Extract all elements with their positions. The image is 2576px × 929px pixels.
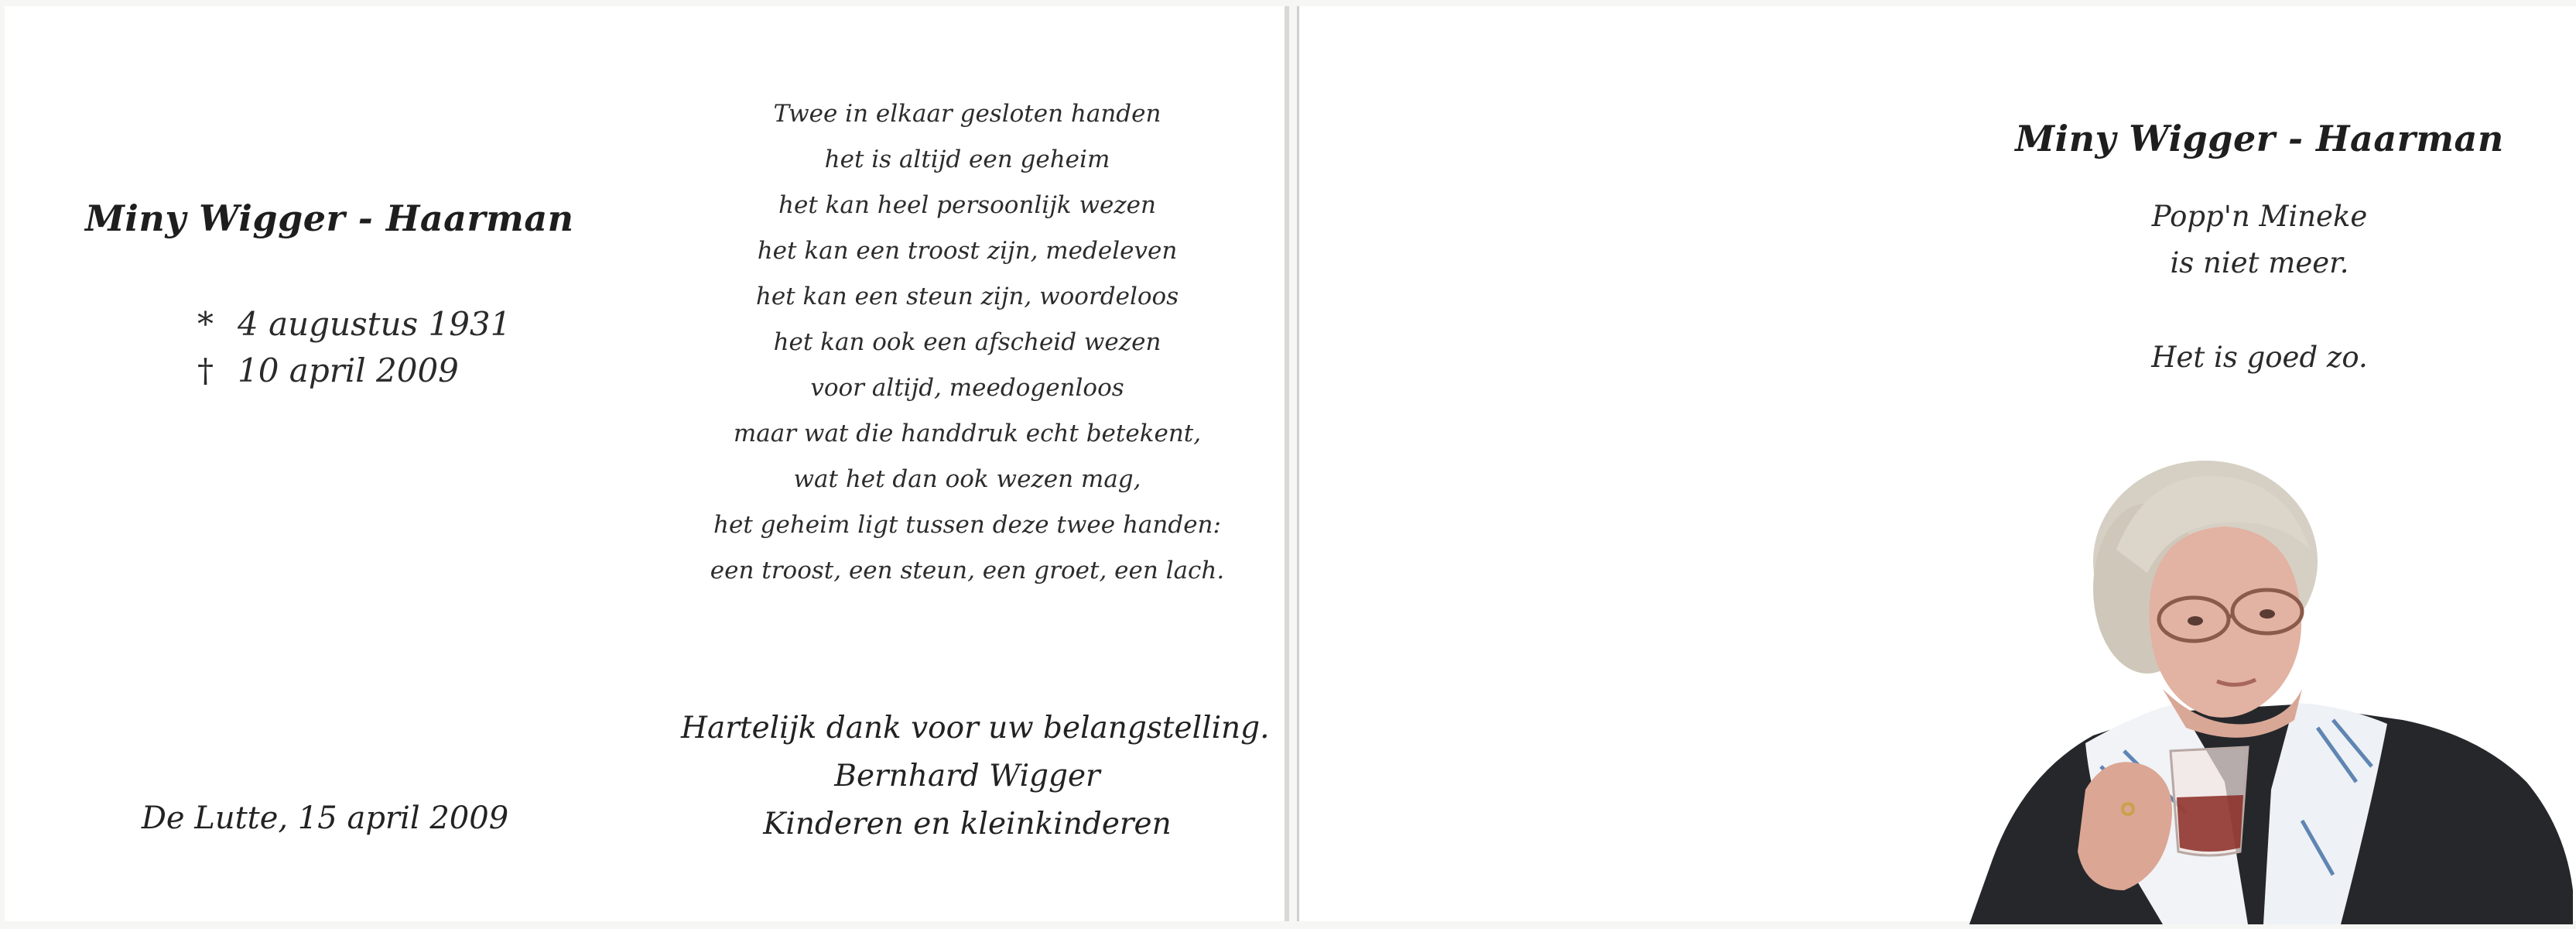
poem-line: het geheim ligt tussen deze twee handen: — [713, 511, 1221, 539]
poem-line: het kan ook een afscheid wezen — [773, 328, 1161, 356]
death-date: 10 april 2009 — [238, 351, 459, 389]
poem-line: voor altijd, meedogenloos — [810, 374, 1124, 402]
portrait-photo — [1969, 457, 2573, 924]
poem-line: het kan een steun zijn, woordeloos — [755, 283, 1179, 310]
deceased-name-right: Miny Wigger - Haarman — [2015, 118, 2504, 159]
verse-line: Popp'n Mineke — [2151, 200, 2368, 233]
death-line — [197, 347, 459, 395]
death-cross-icon: † — [197, 351, 214, 389]
poem-line: maar wat die handdruk echt betekent, — [733, 420, 1202, 447]
verse-line: Het is goed zo. — [2151, 341, 2368, 374]
poem-line: een troost, een steun, een groet, een lach. — [710, 557, 1225, 584]
birth-star-icon: * — [197, 305, 214, 343]
thanks-line: Hartelijk dank voor uw belangstelling. — [681, 711, 1270, 746]
poem-line: wat het dan ook wezen mag, — [793, 465, 1141, 493]
poem-line: het kan een troost zijn, medeleven — [757, 237, 1178, 265]
birth-line — [197, 300, 511, 348]
place-and-date: De Lutte, 15 april 2009 — [141, 800, 509, 836]
poem — [696, 91, 1238, 594]
poem-line: het kan heel persoonlijk wezen — [778, 191, 1156, 219]
family-line: Kinderen en kleinkinderen — [763, 807, 1172, 842]
thanks-block — [681, 704, 1270, 848]
birth-date: 4 augustus 1931 — [238, 305, 511, 343]
deceased-name: Miny Wigger - Haarman — [85, 197, 574, 239]
poem-line: het is altijd een geheim — [824, 146, 1110, 173]
verse-line: is niet meer. — [2170, 246, 2349, 279]
poem-line: Twee in elkaar gesloten handen — [773, 100, 1161, 128]
family-name-line: Bernhard Wigger — [834, 759, 1100, 794]
